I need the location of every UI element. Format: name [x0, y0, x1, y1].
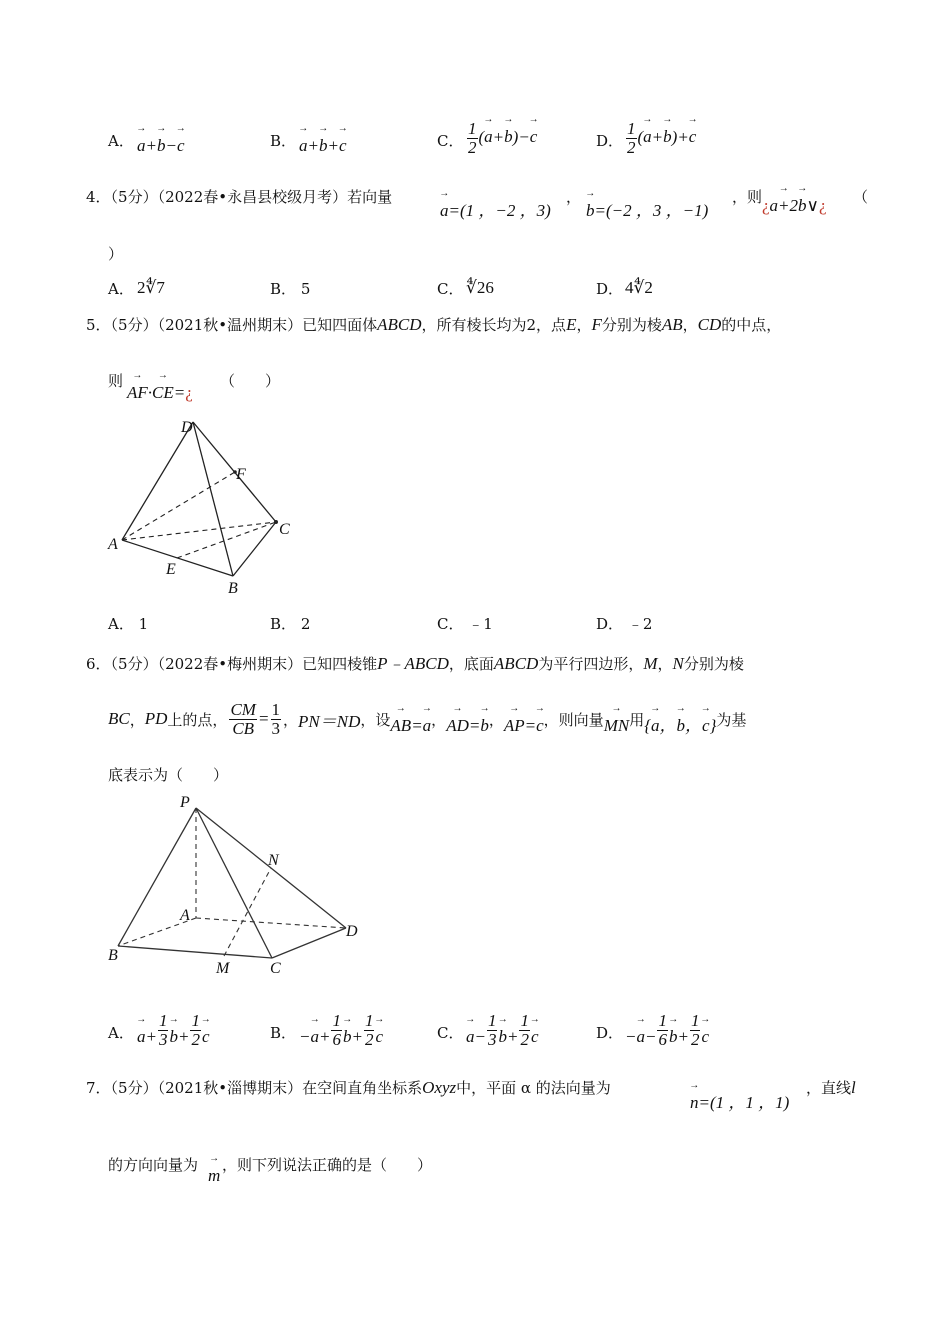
q6-label-p: P: [180, 794, 190, 811]
q5-label-a: A: [108, 536, 118, 553]
q3-option-d[interactable]: D．: [596, 132, 624, 150]
q4-paren-close: ）: [108, 245, 124, 263]
q4-stem: 4．（5分）（2022春•永昌县校级月考）若向量: [86, 188, 393, 206]
q6-stem-line3: 底表示为（ ）: [108, 766, 229, 784]
q5-label-b: B: [228, 580, 238, 597]
q5-label-e: E: [166, 561, 176, 578]
q5-paren: （ ）: [220, 372, 281, 390]
q6-stem-line2: BC ， PD 上的点， $\frac{CM}{CB}$ = $\frac{1}{3}$ ， PN＝ND ，设 → AB=→ a ， → AD=→ b ， → AP=→ c ，则向量 → MN 用 {→ a，→ b，→ c} 为基: [108, 697, 746, 741]
q4-option-c-value: ∜26: [466, 278, 494, 297]
q6-label-c: C: [270, 960, 281, 977]
q4-option-c[interactable]: C．: [437, 280, 464, 298]
q7-line-l: ，直线l: [806, 1078, 856, 1097]
q3-option-a[interactable]: A．: [108, 132, 134, 150]
q7-line2-tail: ，则下列说法正确的是（ ）: [222, 1156, 433, 1174]
q4-comma: ，: [566, 188, 582, 206]
q4-then: ，则: [732, 188, 763, 206]
q5-label-c: C: [279, 521, 290, 538]
q3-option-b[interactable]: B．: [270, 132, 297, 150]
q6-option-b-expr: − → a + $\frac{1}{6}$ → b + $\frac{1}{2}$ → c: [299, 1012, 383, 1049]
q5-label-f: F: [236, 466, 246, 483]
q6-stem-line1: 6．（5分）（2022春•梅州期末）已知四棱锥P﹣ABCD，底面ABCD为平行四边形，M，N分别为棱: [86, 654, 744, 673]
q5-label-d: D: [181, 419, 193, 436]
q3-option-c[interactable]: C．: [437, 132, 464, 150]
q7-stem: 7．（5分）（2021秋•淄博期末）在空间直角坐标系Oxyz中，平面 α 的法向量为: [86, 1078, 611, 1097]
q6-label-n: N: [268, 852, 279, 869]
q6-option-c[interactable]: C．: [437, 1024, 464, 1042]
q5-option-d[interactable]: D． ﹣2: [596, 615, 653, 633]
q3-option-b-expr: → a+→ b+→ c: [299, 136, 347, 156]
q5-option-a[interactable]: A． 1: [108, 615, 149, 633]
q6-option-a[interactable]: A．: [108, 1024, 134, 1042]
q4-option-a[interactable]: A．: [108, 280, 134, 298]
q4-paren-open: （: [853, 188, 869, 206]
q4-expr: ¿→ a+2→ b∨¿: [762, 196, 827, 216]
q4-vector-a: → a=(1 ，−2 ，3): [440, 196, 551, 221]
q4-option-d-value: 4∜2: [625, 278, 653, 297]
q6-label-m: M: [216, 960, 230, 977]
q7-normal-vector: → n=(1 ，1 ，1): [690, 1088, 789, 1113]
q4-option-a-value: 2∜7: [137, 278, 165, 297]
q7-line2: 的方向向量为: [108, 1156, 199, 1174]
q3-option-c-expr: $\frac{1}{2}$ (→ a+→ b)−→ c: [466, 120, 537, 157]
q5-dot-product: → AF·→ CE=¿: [127, 383, 193, 403]
q5-option-c[interactable]: C． ﹣1: [437, 615, 493, 633]
q5-stem: 5．（5分）（2021秋•温州期末）已知四面体ABCD，所有棱长均为2，点E，F分别为棱AB，CD的中点，: [86, 315, 782, 334]
q5-then: 则: [108, 372, 124, 390]
q6-label-d: D: [346, 923, 358, 940]
q3-option-a-expr: → a+→ b−→ c: [137, 136, 185, 156]
q6-option-b[interactable]: B．: [270, 1024, 297, 1042]
q5-tetrahedron-figure: [100, 412, 310, 600]
q6-option-c-expr: → a − $\frac{1}{3}$ → b + $\frac{1}{2}$ → c: [466, 1012, 539, 1049]
q4-vector-b: → b=(−2 ，3 ，−1): [586, 196, 708, 221]
q6-option-d[interactable]: D．: [596, 1024, 624, 1042]
q6-label-b: B: [108, 947, 118, 964]
q6-label-a: A: [180, 907, 190, 924]
q4-option-b[interactable]: B． 5: [270, 280, 311, 298]
q3-option-d-expr: $\frac{1}{2}$ (→ a+→ b)+→ c: [625, 120, 696, 157]
q6-option-d-expr: − → a − $\frac{1}{6}$ → b + $\frac{1}{2}$ → c: [625, 1012, 709, 1049]
q4-option-d[interactable]: D．: [596, 280, 624, 298]
q6-pyramid-figure: [100, 790, 370, 980]
q7-direction-vector: → m: [208, 1166, 220, 1186]
q6-option-a-expr: → a + $\frac{1}{3}$ → b + $\frac{1}{2}$ → c: [137, 1012, 210, 1049]
q5-option-b[interactable]: B． 2: [270, 615, 311, 633]
